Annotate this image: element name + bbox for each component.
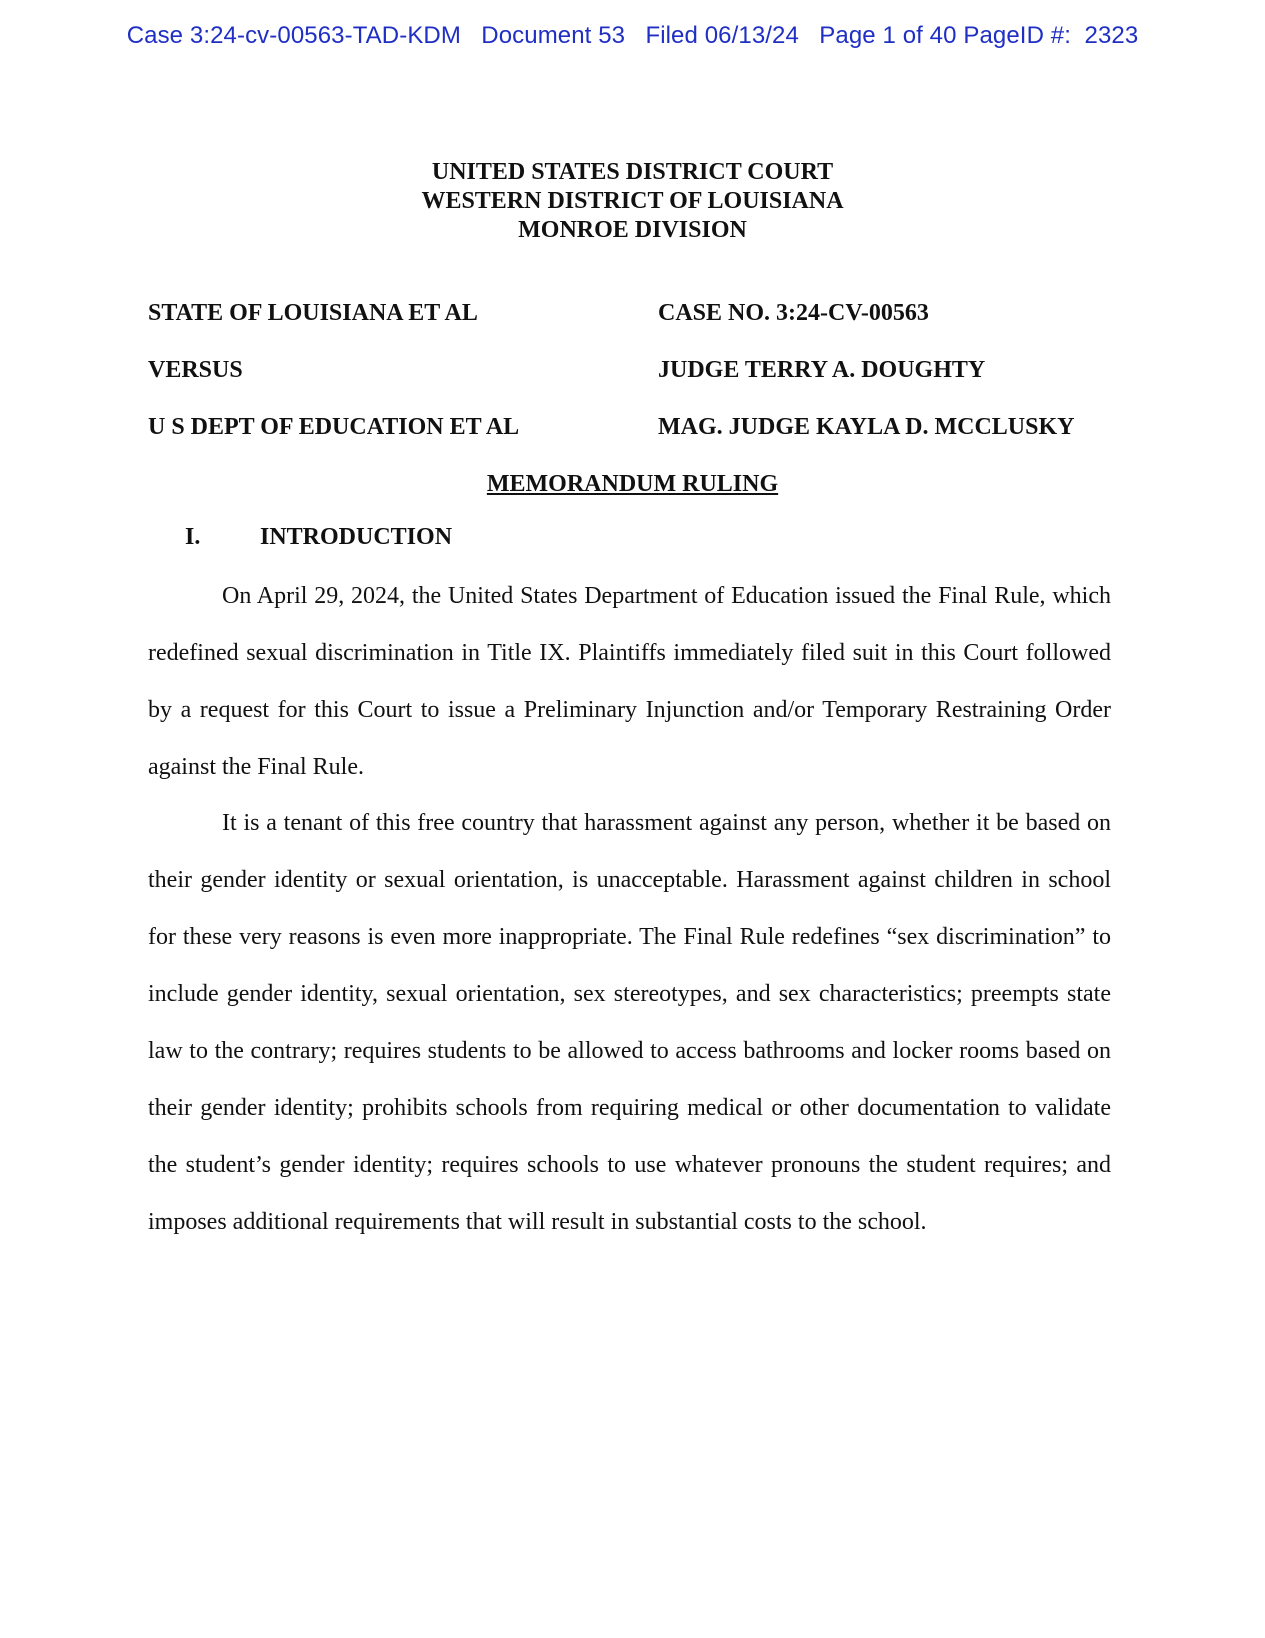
court-name: UNITED STATES DISTRICT COURT xyxy=(431,159,834,185)
caption-magistrate-judge: MAG. JUDGE KAYLA D. MCCLUSKY xyxy=(658,414,1075,440)
caption-defendant: U S DEPT OF EDUCATION ET AL xyxy=(148,414,520,440)
stamp-document-number: Document 53 xyxy=(481,22,626,49)
stamp-filed-date: Filed 06/13/24 xyxy=(645,22,799,49)
court-division: MONROE DIVISION xyxy=(518,217,747,243)
paragraph-introduction-2: It is a tenant of this free country that harassment against any person, whether it be based on their gender identity or sexual orientation, is unacceptable. Harassment against children in school for these very reasons is even more inappropriate. The Final Rule redefines “sex discrimination” to include gender identity, sexual orientation, sex stereotypes, and sex characteristics; preempts state law to the contrary; requires students to be allowed to access bathrooms and locker rooms based on their gender identity; prohibits schools from requiring medical or other documentation to validate the student’s gender identity; requires schools to use whatever pronouns the student requires; and imposes additional requirements that will result in substantial costs to the school. xyxy=(148,810,1111,1235)
court-district: WESTERN DISTRICT OF LOUISIANA xyxy=(421,188,844,214)
section-number: I. xyxy=(185,524,201,550)
court-heading xyxy=(0,158,1265,245)
ecf-header-stamp xyxy=(0,22,1265,50)
caption-versus: VERSUS xyxy=(148,357,243,383)
section-title: INTRODUCTION xyxy=(260,524,453,550)
caption-plaintiff: STATE OF LOUISIANA ET AL xyxy=(148,300,478,326)
stamp-case-number: Case 3:24-cv-00563-TAD-KDM xyxy=(126,22,461,49)
section-heading xyxy=(185,524,452,551)
document-title: MEMORANDUM RULING xyxy=(486,471,779,497)
caption-case-number: CASE NO. 3:24-CV-00563 xyxy=(658,300,929,326)
paragraph-introduction-1: On April 29, 2024, the United States Department of Education issued the Final Rule, which redefined sexual discrimination in Title IX. Plaintiffs immediately filed suit in this Court followed by a request for this Court to issue a Preliminary Injunction and/or Temporary Restraining Order against the Final Rule. xyxy=(148,583,1111,780)
stamp-page-info: Page 1 of 40 PageID #: 2323 xyxy=(819,22,1139,49)
caption-judge: JUDGE TERRY A. DOUGHTY xyxy=(658,357,986,383)
